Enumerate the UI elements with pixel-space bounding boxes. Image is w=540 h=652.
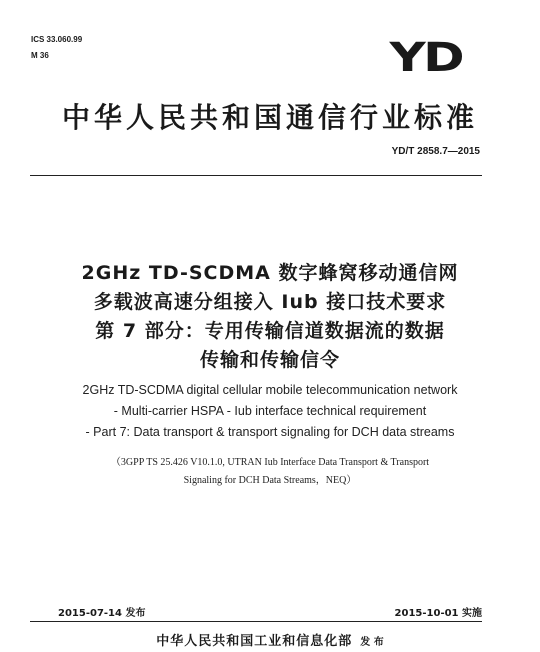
- reference-line-1: （3GPP TS 25.426 V10.1.0, UTRAN Iub Interface Data Transport & Transport: [110, 457, 430, 468]
- top-divider: [30, 175, 482, 176]
- english-title-line-1: 2GHz TD-SCDMA digital cellular mobile telecommunication network: [82, 383, 458, 397]
- standard-number: YD/T 2858.7—2015: [391, 146, 480, 157]
- yd-logo: YD: [389, 35, 462, 81]
- english-title-line-3: - Part 7: Data transport & transport signaling for DCH data streams: [85, 425, 455, 439]
- publisher-name: 中华人民共和国工业和信息化部: [156, 634, 353, 649]
- issue-date: 2015-07-14 发布: [58, 608, 146, 619]
- bottom-divider: [30, 621, 482, 622]
- ccs-code: M 36: [31, 51, 49, 60]
- ics-code: ICS 33.060.99: [31, 35, 83, 44]
- publisher-suffix: 发 布: [360, 637, 384, 648]
- publisher: [0, 630, 540, 649]
- chinese-title-line-3: 第 7 部分：专用传输信道数据流的数据: [95, 320, 445, 342]
- chinese-title-line-4: 传输和传输信令: [199, 349, 340, 371]
- english-title-line-2: - Multi-carrier HSPA - Iub interface technical requirement: [113, 404, 427, 418]
- chinese-title-line-2: 多载波高速分组接入 Iub 接口技术要求: [93, 291, 447, 313]
- chinese-title-line-1: 2GHz TD-SCDMA 数字蜂窝移动通信网: [81, 262, 459, 284]
- reference-line-2: Signaling for DCH Data Streams，NEQ）: [183, 475, 357, 486]
- implementation-date: 2015-10-01 实施: [394, 608, 482, 619]
- standard-category: 中华人民共和国通信行业标准: [61, 101, 478, 134]
